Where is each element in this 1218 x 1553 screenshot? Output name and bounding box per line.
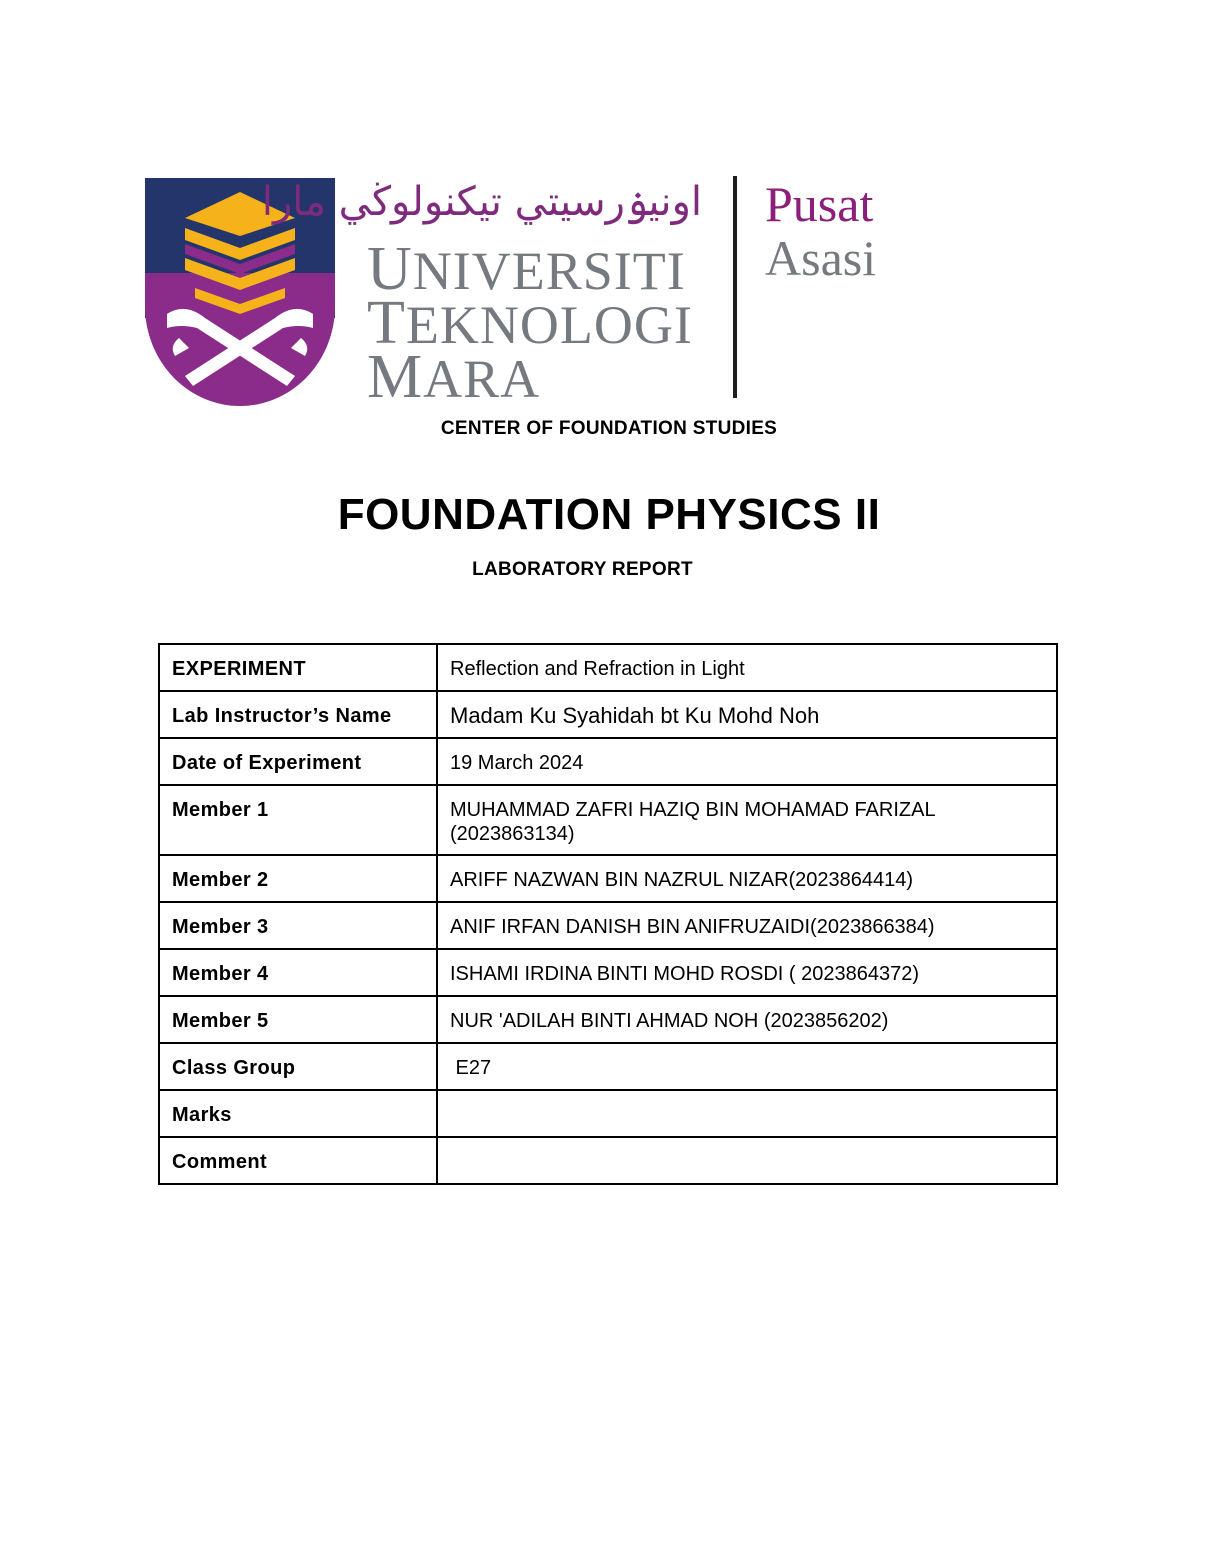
logo-pusat: Pusat bbox=[765, 176, 874, 232]
uitm-logo bbox=[145, 172, 905, 411]
university-name-line-3: MARA bbox=[367, 343, 541, 411]
report-info-table bbox=[158, 643, 1058, 1185]
table-row bbox=[159, 738, 1057, 785]
table-row bbox=[159, 1090, 1057, 1137]
row-value: MUHAMMAD ZAFRI HAZIQ BIN MOHAMAD FARIZAL (2023863134) bbox=[437, 785, 1057, 855]
university-name-line-1: UNIVERSITI bbox=[367, 235, 686, 303]
logo-divider bbox=[733, 176, 737, 398]
logo-asasi: Asasi bbox=[765, 230, 877, 286]
table-row bbox=[159, 996, 1057, 1043]
row-value: E27 bbox=[437, 1043, 1057, 1090]
table-row bbox=[159, 1043, 1057, 1090]
row-value: ANIF IRFAN DANISH BIN ANIFRUZAIDI(2023866384) bbox=[437, 902, 1057, 949]
university-name-line-2: TEKNOLOGI bbox=[367, 289, 693, 357]
row-value: 19 March 2024 bbox=[437, 738, 1057, 785]
row-value: Madam Ku Syahidah bt Ku Mohd Noh bbox=[437, 691, 1057, 738]
row-label: Member 5 bbox=[159, 996, 437, 1043]
row-value: Reflection and Refraction in Light bbox=[437, 644, 1057, 691]
row-label: Comment bbox=[159, 1137, 437, 1184]
row-label: Member 1 bbox=[159, 785, 437, 855]
table-row bbox=[159, 644, 1057, 691]
row-label: Marks bbox=[159, 1090, 437, 1137]
table-row bbox=[159, 691, 1057, 738]
table-row bbox=[159, 855, 1057, 902]
row-value bbox=[437, 1137, 1057, 1184]
row-value: ARIFF NAZWAN BIN NAZRUL NIZAR(2023864414) bbox=[437, 855, 1057, 902]
row-value bbox=[437, 1090, 1057, 1137]
course-title: FOUNDATION PHYSICS II bbox=[337, 490, 881, 539]
row-label: Member 3 bbox=[159, 902, 437, 949]
row-value: ISHAMI IRDINA BINTI MOHD ROSDI ( 2023864372) bbox=[437, 949, 1057, 996]
row-value: NUR 'ADILAH BINTI AHMAD NOH (2023856202) bbox=[437, 996, 1057, 1043]
table-row bbox=[159, 1137, 1057, 1184]
row-label: Member 2 bbox=[159, 855, 437, 902]
table-row bbox=[159, 949, 1057, 996]
report-type: LABORATORY REPORT bbox=[472, 559, 693, 580]
row-label: Member 4 bbox=[159, 949, 437, 996]
row-label: Class Group bbox=[159, 1043, 437, 1090]
arabic-university-name: اونيۏرسيتي تيكنولوڬي مارا bbox=[261, 179, 702, 225]
row-label: Date of Experiment bbox=[159, 738, 437, 785]
row-label: EXPERIMENT bbox=[159, 644, 437, 691]
table-row bbox=[159, 785, 1057, 855]
row-label: Lab Instructor’s Name bbox=[159, 691, 437, 738]
center-name: CENTER OF FOUNDATION STUDIES bbox=[440, 418, 778, 439]
table-row bbox=[159, 902, 1057, 949]
